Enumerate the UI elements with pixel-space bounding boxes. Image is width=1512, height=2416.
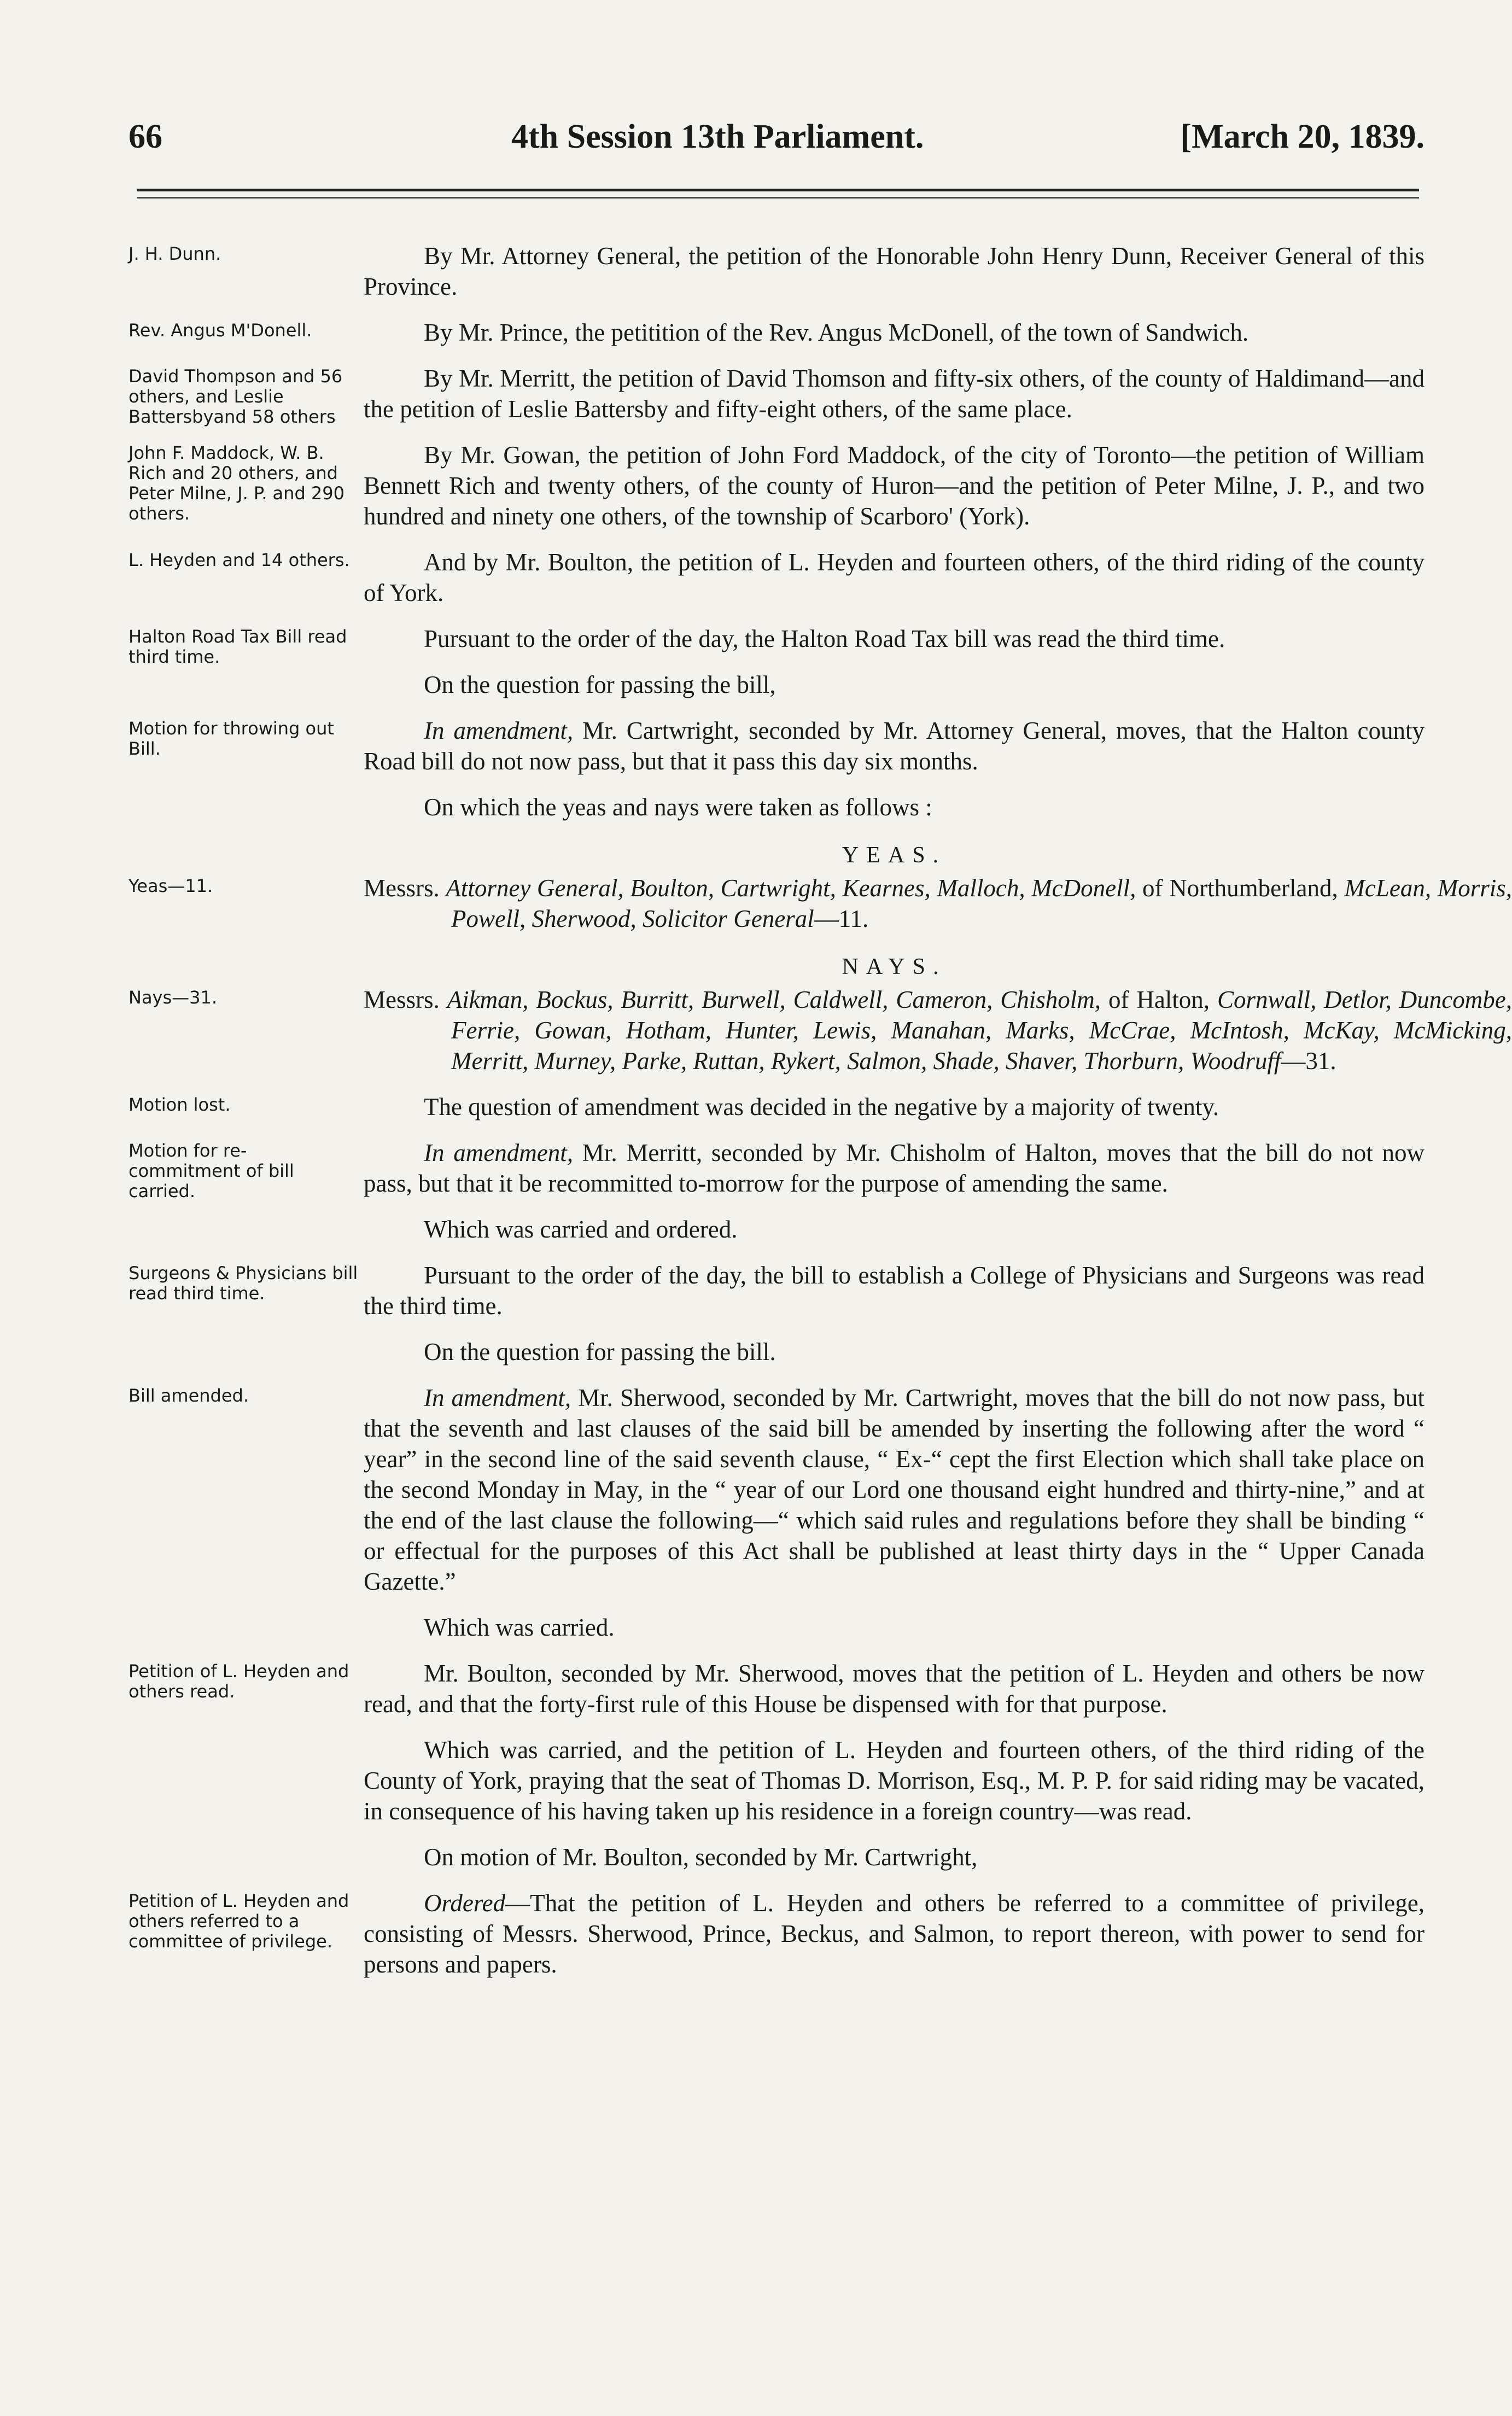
- entry-body: Pursuant to the order of the day, the Halton Road Tax bill was read the third time.: [424, 625, 1225, 652]
- entry-body: By Mr. Attorney General, the petition of the Honorable John Henry Dunn, Receiver General of this Province.: [364, 242, 1425, 300]
- entry-text: [364, 1092, 1425, 1122]
- entry-body: Mr. Boulton, seconded by Mr. Sherwood, moves that the petition of L. Heyden and others be now read, and that the forty-first rule of this House be dispensed with for that purpose.: [364, 1660, 1425, 1718]
- margin-note: Petition of L. Heyden and others read.: [129, 1661, 349, 1702]
- entry-lead: Ordered: [424, 1889, 506, 1917]
- nays-names: Messrs. Aikman, Bockus, Burritt, Burwell, Caldwell, Cameron, Chisholm, of Halton, Cornwall, Detlor, Duncombe, Ferrie, Gowan, Hotham, Hunter, Lewis, Manahan, Marks, McCrae, McIntosh, McKay, McMicking, Merritt, Murney, Parke, Ruttan, Rykert, Salmon, Shade, Shaver, Thorburn, Woodruff—31.: [364, 986, 1512, 1075]
- entry-body: On the question for passing the bill,: [424, 671, 776, 698]
- entry-text: [364, 363, 1425, 424]
- entry-body: Mr. Sherwood, seconded by Mr. Cartwright, moves that the bill do not now pass, but that the seventh and last clauses of the said bill be amended by inserting the following after the word “ year” in the second line of the said seventh clause, “ Ex-“ cept the first Election which shall take place on the second Monday in May, in the “ year of our Lord one thousand eight hundred and thirty-nine,” and at the end of the last clause the following—“ which said rules and regulations before they shall be binding “ or effectual for the purposes of this Act shall be published at least thirty days in the “ Upper Canada Gazette.”: [364, 1384, 1425, 1595]
- entry-body: The question of amendment was decided in the negative by a majority of twenty.: [424, 1093, 1219, 1121]
- entry-body: On the question for passing the bill.: [424, 1338, 776, 1365]
- journal-entry: [129, 1137, 1425, 1199]
- journal-entry: [129, 1735, 1425, 1826]
- margin-note: J. H. Dunn.: [129, 243, 221, 264]
- entry-body: By Mr. Prince, the petitition of the Rev. Angus McDonell, of the town of Sandwich.: [424, 319, 1249, 346]
- header-rule: [137, 189, 1419, 191]
- journal-entry: [129, 363, 1425, 427]
- entry-text: [364, 317, 1425, 348]
- entry-body: By Mr. Merritt, the petition of David Thomson and fifty-six others, of the county of Haldimand—and the petition of Leslie Battersby and fifty-eight others, of the same place.: [364, 365, 1425, 423]
- journal-entry: [129, 317, 1425, 348]
- entry-text: [364, 241, 1425, 302]
- journal-entry: [129, 241, 1425, 302]
- entries-section-two: [129, 1092, 1425, 1980]
- entry-text: [364, 669, 1425, 700]
- entry-body: By Mr. Gowan, the petition of John Ford Maddock, of the city of Toronto—the petition of William Bennett Rich and twenty others, of the county of Huron—and the petition of Peter Milne, J. P., and two hundred and ninety one others, of the township of Scarboro' (York).: [364, 441, 1425, 530]
- entry-body: Which was carried, and the petition of L. Heyden and fourteen others, of the third riding of the County of York, praying that the seat of Thomas D. Morrison, Esq., M. P. P. for said riding may be vacated, in consequence of his having taken up his residence in a foreign country—was read.: [364, 1736, 1425, 1825]
- entry-lead: In amendment,: [424, 717, 574, 744]
- margin-note: Motion for throwing out Bill.: [129, 718, 334, 759]
- entry-body: —That the petition of L. Heyden and others be referred to a committee of privilege, consisting of Messrs. Sherwood, Prince, Beckus, and Salmon, to report thereon, with power to send for persons and papers.: [364, 1889, 1425, 1978]
- journal-entry: [129, 1260, 1425, 1321]
- margin-note: Rev. Angus M'Donell.: [129, 320, 312, 341]
- yeas-names: Messrs. Attorney General, Boulton, Cartwright, Kearnes, Malloch, McDonell, of Northumberland, McLean, Morris, Powell, Sherwood, Solicitor General—11.: [364, 874, 1512, 932]
- entry-text: [364, 1214, 1425, 1245]
- entry-body: Which was carried.: [424, 1614, 615, 1641]
- header-rule-thin: [137, 197, 1419, 199]
- nays-vote: [129, 984, 1512, 1076]
- entries-section-one: [129, 241, 1425, 822]
- entry-text: [364, 547, 1425, 608]
- entry-text: [364, 792, 1425, 822]
- entry-text: [364, 1137, 1425, 1199]
- entry-text: [364, 1735, 1425, 1826]
- margin-note: John F. Maddock, W. B. Rich and 20 others, and Peter Milne, J. P. and 290 others.: [129, 442, 345, 524]
- journal-entry: [129, 623, 1425, 667]
- session-date: [March 20, 1839.: [1180, 118, 1425, 155]
- journal-entry: [129, 440, 1425, 532]
- margin-note: Halton Road Tax Bill read third time.: [129, 626, 347, 667]
- journal-entry: [129, 1337, 1425, 1367]
- entry-body: And by Mr. Boulton, the petition of L. Heyden and fourteen others, of the third riding of the county of York.: [364, 548, 1425, 606]
- entry-body: On which the yeas and nays were taken as follows :: [424, 793, 932, 821]
- entry-text: [364, 623, 1425, 654]
- entry-body: Pursuant to the order of the day, the bill to establish a College of Physicians and Surgeons was read the third time.: [364, 1262, 1425, 1320]
- nays-count-note: Nays—31.: [129, 987, 218, 1008]
- journal-entry: [129, 1658, 1425, 1719]
- journal-entry: [129, 547, 1425, 608]
- margin-note: Motion lost.: [129, 1094, 231, 1115]
- journal-entry: [129, 1214, 1425, 1245]
- margin-note: Petition of L. Heyden and others referred to a committee of privilege.: [129, 1890, 349, 1952]
- journal-entry: [129, 715, 1425, 777]
- entry-body: Mr. Merritt, seconded by Mr. Chisholm of Halton, moves that the bill do not now pass, but that it be recommitted to-morrow for the purpose of amending the same.: [364, 1139, 1425, 1197]
- entry-text: [364, 1842, 1425, 1872]
- journal-entry: [129, 792, 1425, 822]
- page-header: [129, 112, 1425, 172]
- entry-text: [364, 1337, 1425, 1367]
- entry-body: On motion of Mr. Boulton, seconded by Mr. Cartwright,: [424, 1843, 978, 1871]
- margin-note: Bill amended.: [129, 1385, 249, 1406]
- entry-text: [364, 1658, 1425, 1719]
- entry-text: [364, 1260, 1425, 1321]
- entry-body: Which was carried and ordered.: [424, 1216, 738, 1243]
- yeas-count-note: Yeas—11.: [129, 876, 213, 896]
- entry-lead: In amendment,: [424, 1384, 571, 1411]
- margin-note: Motion for re-commitment of bill carried.: [129, 1140, 294, 1201]
- journal-entry: [129, 1612, 1425, 1643]
- entry-text: [364, 440, 1425, 532]
- entry-text: [364, 1612, 1425, 1643]
- journal-entry: [129, 1842, 1425, 1872]
- entry-lead: In amendment,: [424, 1139, 573, 1166]
- nays-heading: NAYS.: [842, 954, 947, 979]
- entry-text: [364, 715, 1425, 777]
- journal-entry: [129, 669, 1425, 700]
- margin-note: L. Heyden and 14 others.: [129, 550, 350, 570]
- journal-entry: [129, 1382, 1425, 1597]
- yeas-heading: YEAS.: [842, 843, 947, 868]
- entry-body: Mr. Cartwright, seconded by Mr. Attorney General, moves, that the Halton county Road bill do not now pass, but that it pass this day six months.: [364, 717, 1425, 775]
- session-title: 4th Session 13th Parliament.: [511, 118, 924, 155]
- entry-text: [364, 1382, 1425, 1597]
- journal-body: [129, 241, 1512, 1995]
- margin-note: Surgeons & Physicians bill read third time.: [129, 1263, 358, 1304]
- margin-note: David Thompson and 56 others, and Leslie Battersbyand 58 others: [129, 366, 343, 427]
- yeas-vote: [129, 873, 1512, 934]
- journal-entry: [129, 1888, 1425, 1980]
- entry-text: [364, 1888, 1425, 1980]
- page-number: 66: [129, 118, 162, 155]
- journal-entry: [129, 1092, 1425, 1122]
